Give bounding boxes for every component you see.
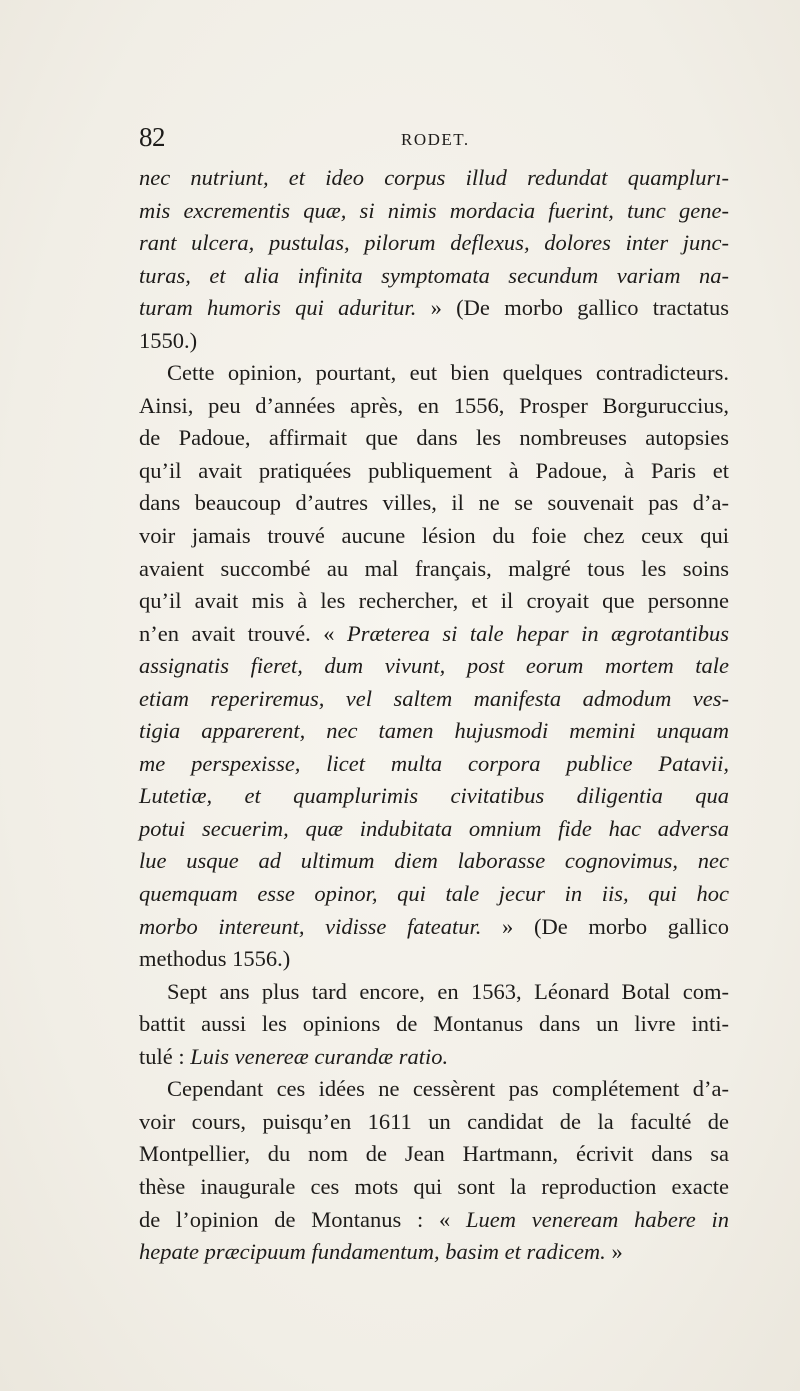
running-head: RODET. bbox=[401, 130, 470, 149]
text-line: voir jamais trouvé aucune lésion du foie chez ceux qui bbox=[139, 523, 729, 549]
text-line: qu’il avait mis à les rechercher, et il croyait que personne bbox=[139, 588, 729, 614]
text-line: tigia apparerent, nec tamen hujusmodi memini unquam bbox=[139, 718, 729, 744]
text-line: nec nutriunt, et ideo corpus illud redundat quamplurı- bbox=[139, 165, 729, 190]
text-line: Sept ans plus tard encore, en 1563, Léonard Botal com- bbox=[167, 978, 729, 1004]
text-line: n’en avait trouvé. « Præterea si tale hepar in ægrotantibus bbox=[139, 620, 729, 646]
text-line: methodus 1556.) bbox=[139, 946, 291, 972]
text-line: turas, et alia infinita symptomata secundum variam na- bbox=[139, 262, 729, 288]
text-line: turam humoris qui aduritur. » (De morbo gallico tractatus bbox=[139, 295, 729, 321]
text-line: dans beaucoup d’autres villes, il ne se souvenait pas d’a- bbox=[139, 490, 729, 516]
text-line: potui secuerim, quæ indubitata omnium fide hac adversa bbox=[139, 815, 729, 841]
text-line: morbo intereunt, vidisse fateatur. » (De morbo gallico bbox=[139, 913, 729, 939]
text-line: de Padoue, affirmait que dans les nombreuses autopsies bbox=[139, 425, 729, 451]
text-line: hepate præcipuum fundamentum, basim et radicem. » bbox=[139, 1239, 623, 1265]
text-line: mis excrementis quæ, si nimis mordacia fuerint, tunc gene- bbox=[139, 197, 729, 223]
text-line: assignatis fieret, dum vivunt, post eorum mortem tale bbox=[139, 653, 729, 679]
text-line: 1550.) bbox=[139, 327, 198, 353]
text-line: etiam reperiremus, vel saltem manifesta admodum ves- bbox=[139, 685, 729, 711]
text-line: qu’il avait pratiquées publiquement à Padoue, à Paris et bbox=[139, 457, 729, 483]
text-line: thèse inaugurale ces mots qui sont la reproduction exacte bbox=[139, 1173, 729, 1199]
page-number: 82 bbox=[139, 122, 165, 152]
text-line: me perspexisse, licet multa corpora publice Patavii, bbox=[139, 750, 729, 776]
text-line: de l’opinion de Montanus : « Luem veneream habere in bbox=[139, 1206, 729, 1232]
text-line: quemquam esse opinor, qui tale jecur in iis, qui hoc bbox=[139, 881, 729, 907]
text-line: lue usque ad ultimum diem laborasse cognovimus, nec bbox=[139, 848, 729, 874]
text-line: rant ulcera, pustulas, pilorum deflexus, dolores inter junc- bbox=[139, 230, 729, 256]
text-line: Montpellier, du nom de Jean Hartmann, écrivit dans sa bbox=[139, 1141, 729, 1167]
page-header bbox=[139, 122, 729, 162]
text-line: Ainsi, peu d’années après, en 1556, Prosper Borguruccius, bbox=[139, 392, 729, 418]
text-line: Cette opinion, pourtant, eut bien quelques contradicteurs. bbox=[167, 360, 729, 386]
text-line: tulé : Luis venereæ curandæ ratio. bbox=[139, 1043, 449, 1069]
text-line: Lutetiæ, et quamplurimis civitatibus diligentia qua bbox=[139, 783, 729, 809]
body-text bbox=[139, 162, 729, 1269]
text-line: avaient succombé au mal français, malgré tous les soins bbox=[139, 555, 729, 581]
text-line: battit aussi les opinions de Montanus dans un livre inti- bbox=[139, 1011, 729, 1037]
text-line: voir cours, puisqu’en 1611 un candidat de la faculté de bbox=[139, 1108, 729, 1134]
text-line: Cependant ces idées ne cessèrent pas complétement d’a- bbox=[167, 1076, 729, 1102]
